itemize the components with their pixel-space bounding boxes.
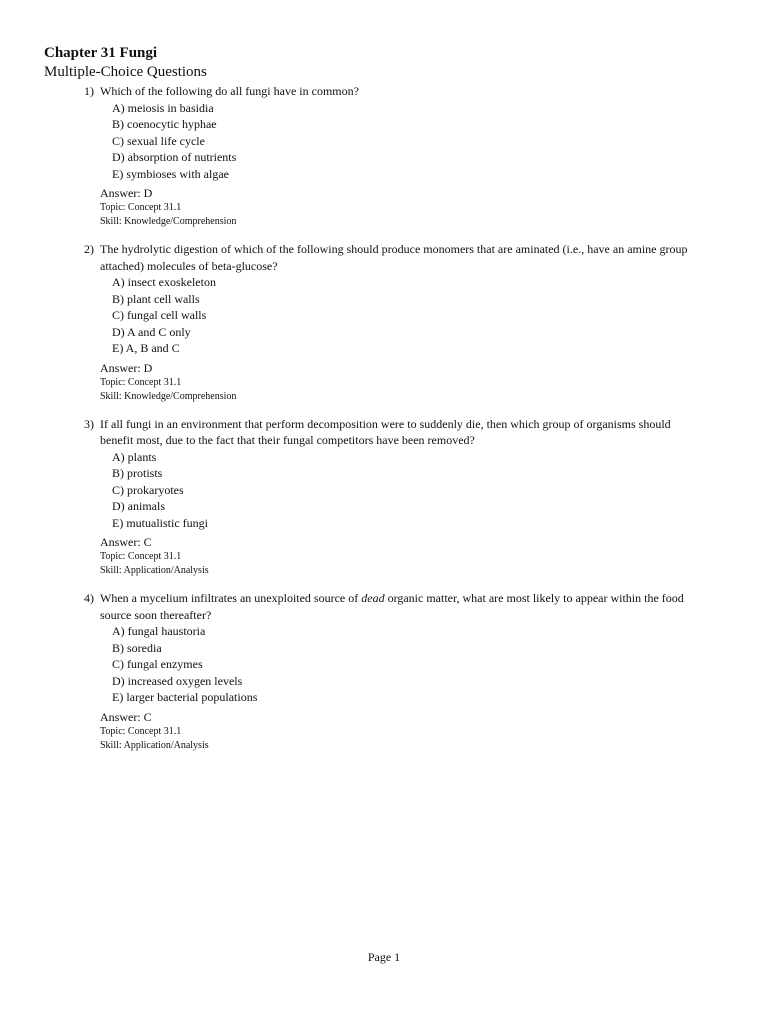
answer: Answer: D: [100, 360, 153, 375]
option: D) animals: [112, 499, 165, 513]
skill: Skill: Application/Analysis: [100, 565, 209, 576]
option: C) fungal cell walls: [112, 308, 207, 322]
option: C) prokaryotes: [112, 482, 184, 497]
question-number: 2): [84, 242, 94, 256]
question-number: 1): [84, 84, 94, 98]
question: [84, 241, 704, 404]
question-stem: If all fungi in an environment that perform decomposition were to suddenly die, then which group of organisms should benefit most, due to the fact that their fungal competitors have been removed?: [100, 416, 671, 447]
question-stem: The hydrolytic digestion of which of the following should produce monomers that are aminated (i.e., have an amine group attached) molecules of beta-glucose?: [100, 242, 688, 273]
question-list: [84, 83, 704, 765]
option-list: [112, 623, 704, 706]
question-body: [100, 416, 704, 449]
answer: Answer: C: [100, 535, 152, 549]
option-list: [112, 449, 704, 532]
option: E) A, B and C: [112, 341, 180, 355]
option: A) fungal haustoria: [112, 624, 206, 638]
option: B) soredia: [112, 640, 162, 655]
option: D) increased oxygen levels: [112, 673, 243, 688]
skill: Skill: Knowledge/Comprehension: [100, 390, 237, 402]
option-list: [112, 100, 704, 183]
option: A) insect exoskeleton: [112, 275, 216, 289]
page-number: Page 1: [367, 950, 401, 964]
answer: Answer: C: [100, 709, 152, 724]
topic: Topic: Concept 31.1: [100, 376, 182, 388]
option: D) A and C only: [112, 324, 191, 339]
section-title: Multiple-Choice Questions: [44, 64, 207, 80]
option: B) coenocytic hyphae: [112, 117, 217, 131]
option: E) mutualistic fungi: [112, 515, 208, 530]
question-body: [100, 241, 704, 274]
question-body: [100, 590, 704, 623]
option: A) meiosis in basidia: [112, 100, 214, 115]
option: D) absorption of nutrients: [112, 150, 237, 164]
option: B) protists: [112, 466, 163, 480]
chapter-title: Chapter 31 Fungi: [44, 45, 158, 61]
topic: Topic: Concept 31.1: [100, 551, 182, 562]
question-number: 4): [84, 591, 94, 605]
question-stem: Which of the following do all fungi have in common?: [100, 84, 359, 98]
skill: Skill: Application/Analysis: [100, 739, 209, 751]
question-number: 3): [84, 416, 94, 431]
option: E) larger bacterial populations: [112, 690, 258, 704]
option: E) symbioses with algae: [112, 166, 229, 181]
question-stem-end: organic matter, what are most likely to appear within the food source soon thereafter?: [100, 591, 684, 622]
option-list: [112, 274, 704, 357]
emphasized-word: dead: [361, 591, 385, 605]
question-stem-start: When a mycelium infiltrates an unexploited source of: [100, 591, 362, 605]
option: B) plant cell walls: [112, 291, 200, 306]
topic: Topic: Concept 31.1: [100, 725, 182, 737]
option: C) sexual life cycle: [112, 133, 205, 148]
question: [84, 590, 704, 753]
question-text: [84, 590, 704, 623]
question-text: [84, 83, 704, 100]
answer: Answer: D: [100, 186, 153, 200]
question: [84, 83, 704, 229]
skill: Skill: Knowledge/Comprehension: [100, 216, 237, 227]
option: A) plants: [112, 449, 157, 464]
question: [84, 416, 704, 579]
question-text: [84, 241, 704, 274]
question-body: [100, 83, 704, 100]
topic: Topic: Concept 31.1: [100, 202, 182, 213]
question-text: [84, 416, 704, 449]
option: C) fungal enzymes: [112, 657, 203, 671]
